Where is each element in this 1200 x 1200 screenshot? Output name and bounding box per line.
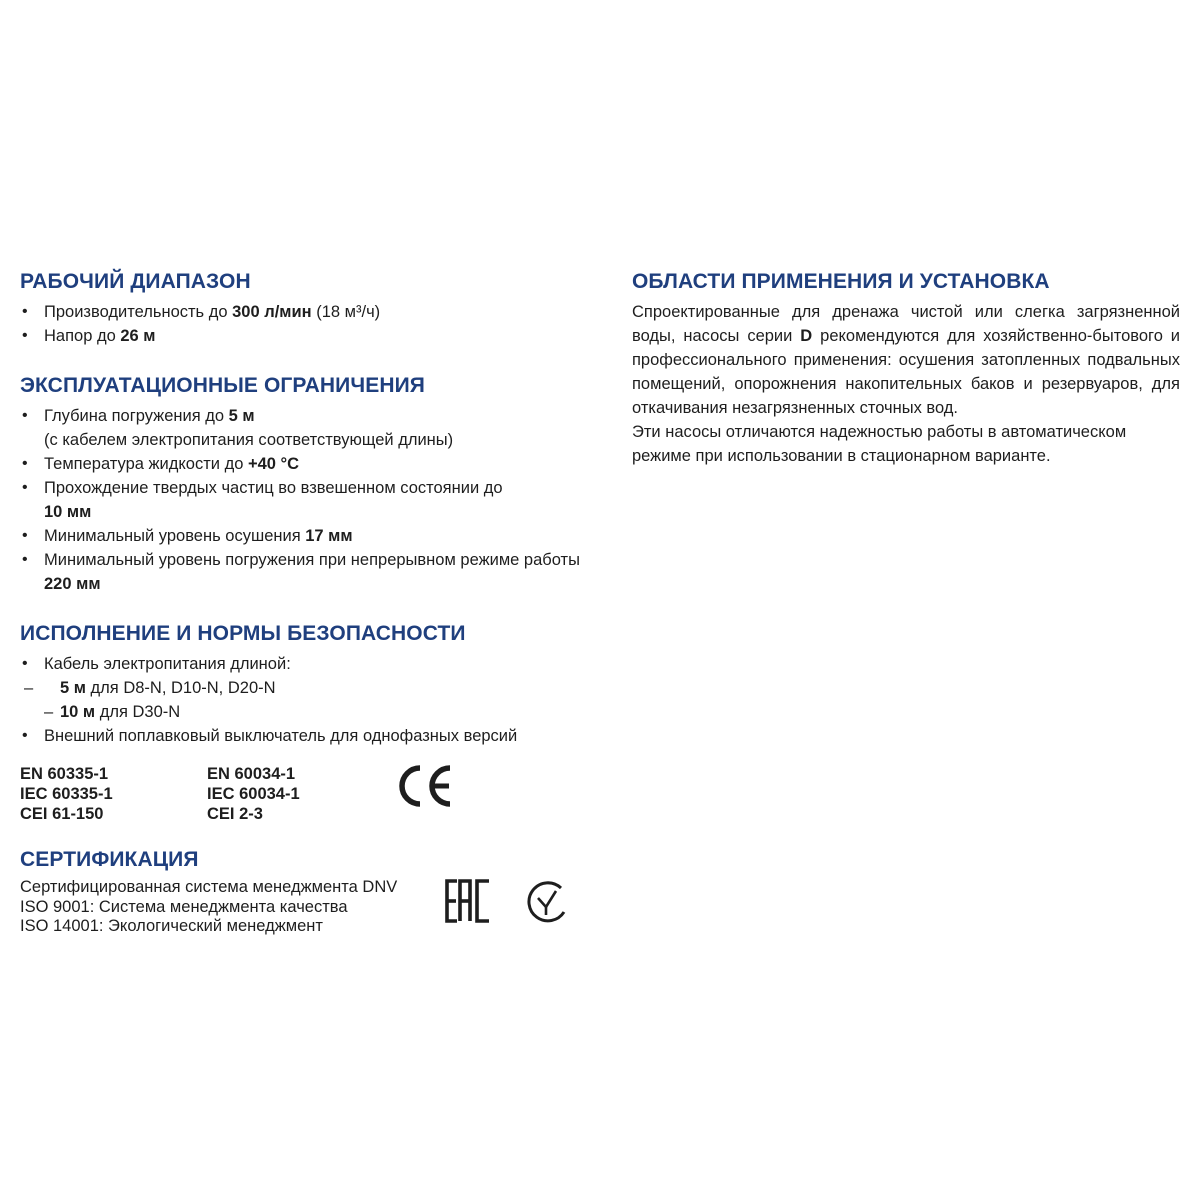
limits-list xyxy=(20,404,600,596)
ua-conformity-mark-icon xyxy=(525,880,569,924)
list-item: • Кабель электропитания длиной: – 5 м для D8-N, D10-N, D20-N – 10 м для D30-N xyxy=(20,652,600,724)
left-column xyxy=(20,270,600,963)
reliability-paragraph: Эти насосы отличаются надежностью работы в автоматическом режиме при использовании в стационарном варианте. xyxy=(632,423,1127,465)
list-item: – 5 м для D8-N, D10-N, D20-N xyxy=(24,679,276,697)
certification-line: ISO 14001: Экологический менеджмент xyxy=(20,917,323,935)
certification-line: ISO 9001: Система менеджмента качества xyxy=(20,897,348,916)
standard-code: EN 60034-1 xyxy=(207,765,296,783)
standards-col-2 xyxy=(207,764,394,824)
standard-code: CEI 61-150 xyxy=(20,805,104,823)
list-item: – 10 м для D30-N xyxy=(44,703,181,721)
application-paragraph: Спроектированные для дренажа чистой или слегка загрязненной воды, насосы серии D рекомендуются для хозяйственно-бытового и профессионального применения: осушения затопленных подвальных помещений, опорожнения накопительных баков и резервуаров, для откачивания незагрязненных сточных вод. xyxy=(632,303,1181,417)
execution-list xyxy=(20,652,600,748)
certification-section xyxy=(20,848,600,937)
limits-heading: ЭКСПЛУАТАЦИОННЫЕ ОГРАНИЧЕНИЯ xyxy=(20,374,425,397)
standard-code: IEC 60335-1 xyxy=(20,785,113,803)
list-item: • Глубина погружения до 5 м (с кабелем электропитания соответствующей длины) xyxy=(20,404,600,452)
ce-mark-icon xyxy=(394,764,454,808)
application-heading: ОБЛАСТИ ПРИМЕНЕНИЯ И УСТАНОВКА xyxy=(632,270,1050,293)
list-item: • Производительность до 300 л/мин (18 м³/ч) xyxy=(20,300,600,324)
eac-mark-icon xyxy=(445,878,493,924)
certification-text xyxy=(20,878,440,937)
cable-length-list xyxy=(20,676,600,724)
standard-code: CEI 2-3 xyxy=(207,805,263,823)
certification-heading: СЕРТИФИКАЦИЯ xyxy=(20,848,199,871)
operating-range-heading: РАБОЧИЙ ДИАПАЗОН xyxy=(20,270,251,293)
standard-code: IEC 60034-1 xyxy=(207,785,300,803)
list-item: • Минимальный уровень погружения при непрерывном режиме работы 220 мм xyxy=(20,548,600,596)
operating-range-list xyxy=(20,300,600,348)
operating-range-section xyxy=(20,270,600,348)
execution-heading: ИСПОЛНЕНИЕ И НОРМЫ БЕЗОПАСНОСТИ xyxy=(20,622,466,645)
list-item: • Напор до 26 м xyxy=(20,324,600,348)
execution-section xyxy=(20,622,600,748)
list-item: • Внешний поплавковый выключатель для однофазных версий xyxy=(20,724,600,748)
limits-section xyxy=(20,374,600,596)
certification-row xyxy=(20,878,600,937)
certification-line: Сертифицированная система менеджмента DNV xyxy=(20,878,398,896)
list-item: • Прохождение твердых частиц во взвешенном состоянии до 10 мм xyxy=(20,476,600,524)
standard-code: EN 60335-1 xyxy=(20,765,109,783)
right-column xyxy=(632,270,1180,468)
standards-block xyxy=(20,764,600,824)
list-item: • Температура жидкости до +40 °C xyxy=(20,452,600,476)
list-item: • Минимальный уровень осушения 17 мм xyxy=(20,524,600,548)
standards-col-1 xyxy=(20,764,207,824)
